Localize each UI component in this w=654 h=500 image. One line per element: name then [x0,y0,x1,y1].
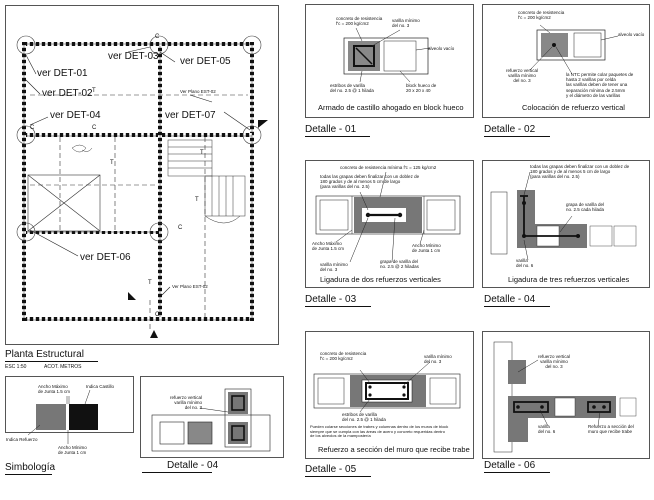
detalle05-title: Detalle - 05 [305,464,357,475]
detalle06-varilla-note: varilla del no. 6 [538,424,556,435]
plano-note: Ver Plano EST-02 [180,89,216,94]
detalle03-concreto-note: concreto de resistencia mínima f'c = 125 kg/cm2 [340,165,437,170]
plan-units: ACOT. METROS [44,364,82,370]
detalle01-alveolo-note: alveolo vacío [428,46,455,51]
detalle04-title: Detalle - 04 [484,294,536,305]
detalle02-alveolo-note: alveolo vacío [618,32,645,37]
detalle04b-title: Detalle - 04 [167,460,219,471]
plano-note: Ver Plano EST-02 [172,284,208,289]
plan-mark-c: C [178,225,183,231]
plan-mark-t: T [148,280,152,286]
callout-det-04[interactable]: ver DET-04 [50,110,101,121]
detalle03-varilla-note: varilla mínimo del no. 3 [320,262,348,273]
symbology-ancho-maximo: Ancho Máximo de Junta 1.5 cm [38,384,71,395]
detalle05-concreto-note: concreto de resistencia f'c = 200 kg/cm2 [320,351,367,362]
detalle01-block-note: block hueco de 20 x 20 x 40 [406,83,437,94]
detalle01-varilla-note: varilla mínimo del no. 3 [392,18,420,29]
detalle02-concreto-note: concreto de resistencia f'c = 200 kg/cm2 [518,10,565,21]
callout-det-05[interactable]: ver DET-05 [180,56,231,67]
detalle01-concreto-note: concreto de resistencia f'c = 200 kg/cm2 [336,16,383,27]
detalle05-estribos-note: estribos de varilla del no. 2.5 @ 1 hilada [342,412,386,423]
detalle04-varilla-note: varilla del no. 6 [516,258,534,269]
plan-scale: ESC 1:50 [5,364,27,370]
plan-title: Planta Estructural [5,349,84,360]
detalle05-pueden-note: Pueden colarse secciones de trabes y columnas dentro de los muros de block siempre que se cumpla con las áreas de acero y concreto requeridas dentro de los alveolos de la mampostería [310,424,449,439]
detalle03-grapa-note: grapa de varilla del no. 2.5 @ 2 hiladas [380,259,419,270]
detalle04-grapas-note: todas las grapas deben finalizar con un doblez de 180 grados y de al menos 5 cm de largo (para varillas del no. 2.5) [530,164,630,180]
callout-det-02[interactable]: ver DET-02 [42,88,93,99]
plan-mark-t: T [110,160,114,166]
plan-mark-t: T [92,88,96,94]
detalle03-title: Detalle - 03 [305,294,357,305]
plan-mark-c: C [92,125,97,131]
detalle03-grapas-note: todas las grapas deben finalizar con un doblez de 180 grados y de al menos 5 cm de largo (para varillas del no. 2.5) [320,174,420,190]
plan-mark-c: C [30,125,35,131]
detalle04b-refuerzo-note: refuerzo vertical varilla mínimo del no. 3 [170,395,203,411]
symbology-title: Simbología [5,462,56,473]
plan-mark-c: C [155,34,160,40]
detalle06-title: Detalle - 06 [484,460,536,471]
detalle06-refuerzo-note: refuerzo vertical varilla mínimo del no. 3 [538,354,571,370]
detalle02-refuerzo-note: refuerzo vertical varilla mínimo del no. 3 [506,68,539,84]
detalle04-grapa-note: grapa de varilla del no. 2.5 cada hilada [566,202,605,213]
detalle06-title-underline [484,472,550,473]
detalle01-estribos-note: estribos de varilla del no. 2.5 @ 1 hilada [330,83,374,94]
detalle05-varilla-note: varilla mínimo del no. 3 [424,354,452,365]
detalle02-title: Detalle - 02 [484,124,536,135]
detalle01-caption: Armado de castillo ahogado en block hueco [318,103,464,112]
detalle02-ntc-note: la NTC permite colar paquetes de hasta 2 varillas por celda las varillas deben de tener una separación mínima de 2.5mm y el diámetro de las varillas [566,72,634,98]
callout-det-06[interactable]: ver DET-06 [80,252,131,263]
callout-det-01[interactable]: ver DET-01 [37,68,88,79]
plan-mark-t: T [195,197,199,203]
detalle03-ancho-min-note: Ancho Mínimo de Junta 1 cm [412,243,441,254]
callout-det-03[interactable]: ver DET-03 [108,51,159,62]
plan-mark-t: T [200,150,204,156]
detalle06-seccion-note: Refuerzo a sección del muro que recibe trabe [588,424,634,435]
symbology-ancho-minimo: Ancho Mínimo de Junta 1 cm [58,445,87,456]
detalle03-ancho-max-note: Ancho Máximo de Junta 1.5 cm [312,241,345,252]
detalle03-caption: Ligadura de dos refuerzos verticales [320,275,441,284]
callout-det-07[interactable]: ver DET-07 [165,110,216,121]
detalle04-caption: Ligadura de tres refuerzos verticales [508,275,630,284]
detalle05-caption: Refuerzo a sección del muro que recibe trabe [318,445,470,454]
symbology-indica-castillo: Indica Castillo [86,384,115,389]
plan-mark-c: C [155,312,160,318]
detalle02-caption: Colocación de refuerzo vertical [522,103,625,112]
symbology-indica-refuerzo: Indica Refuerzo [6,437,38,442]
detalle01-title: Detalle - 01 [305,124,357,135]
